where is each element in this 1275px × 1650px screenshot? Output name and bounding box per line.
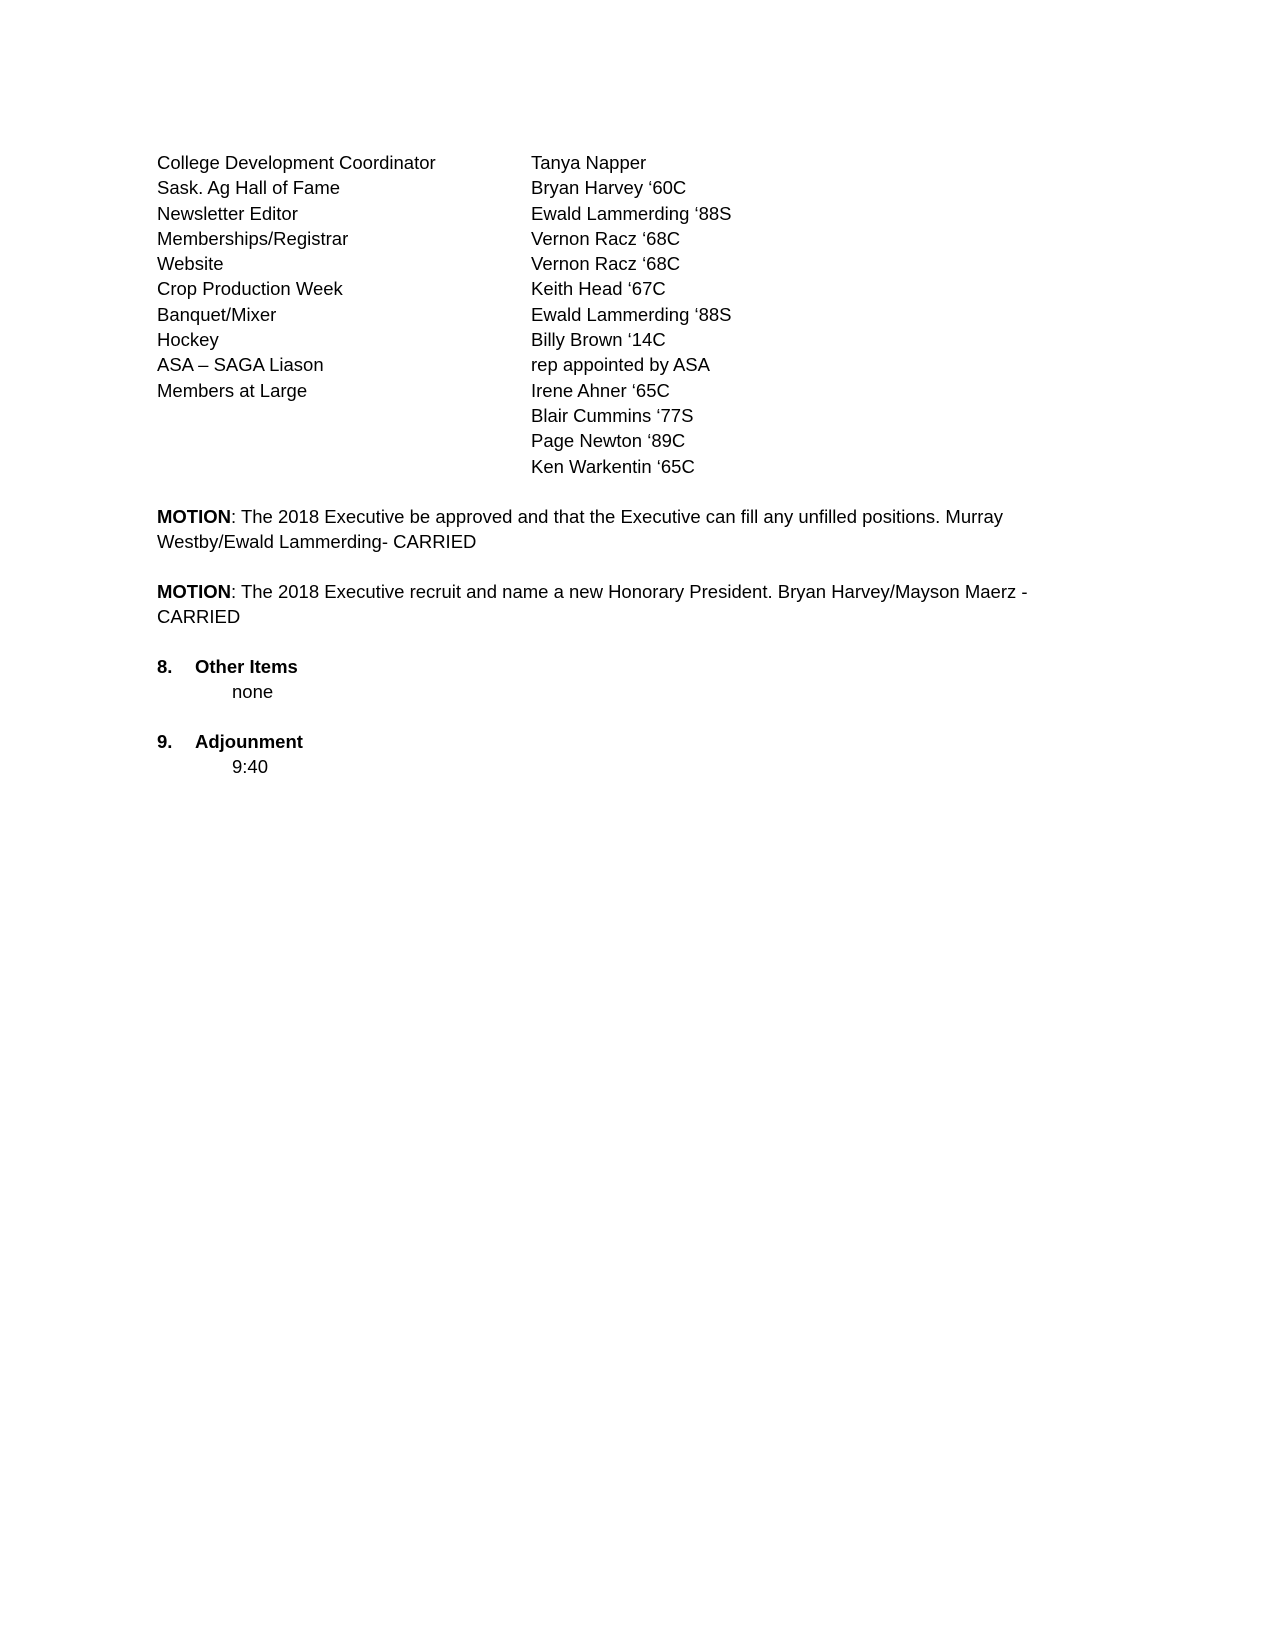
role-holder: Irene Ahner ‘65C (531, 379, 670, 401)
role-title (157, 403, 531, 428)
role-title: ASA – SAGA Liason (157, 354, 324, 376)
role-holder: Vernon Racz ‘68C (531, 253, 681, 275)
role-row (157, 226, 1057, 251)
role-title: Banquet/Mixer (157, 303, 277, 325)
agenda-item-adjournment (157, 729, 757, 780)
role-title: Sask. Ag Hall of Fame (157, 177, 341, 199)
role-holder: Vernon Racz ‘68C (531, 227, 681, 249)
role-holder: Page Newton ‘89C (531, 430, 686, 452)
role-title: Hockey (157, 329, 219, 351)
agenda-item-heading (157, 729, 757, 754)
agenda-item-number: 8. (157, 656, 173, 677)
role-row (157, 327, 1057, 352)
role-row (157, 150, 1057, 175)
role-row (157, 378, 1057, 403)
agenda-item-body: none (232, 681, 274, 703)
agenda-item-title: Other Items (195, 656, 298, 677)
role-holder: Ewald Lammerding ‘88S (531, 202, 732, 224)
role-row (157, 403, 1057, 428)
role-title: Newsletter Editor (157, 202, 298, 224)
role-holder: rep appointed by ASA (531, 354, 710, 376)
role-title: College Development Coordinator (157, 152, 436, 173)
role-holder: Bryan Harvey ‘60C (531, 177, 687, 199)
role-title: Crop Production Week (157, 278, 343, 300)
role-holder: Blair Cummins ‘77S (531, 404, 694, 426)
role-row (157, 352, 1057, 377)
role-row (157, 428, 1057, 453)
motion-text: : The 2018 Executive be approved and that the Executive can fill any unfilled positions. Murray Westby/Ewald Lammerding- CARRIED (157, 506, 1003, 553)
role-holder: Keith Head ‘67C (531, 278, 666, 300)
agenda-item-number: 9. (157, 731, 173, 752)
motion-paragraph (157, 579, 1057, 630)
executive-roles-list (157, 150, 1057, 479)
agenda-item-other-items (157, 654, 757, 705)
role-holder: Billy Brown ‘14C (531, 329, 666, 351)
role-title: Members at Large (157, 379, 308, 401)
role-row (157, 276, 1057, 301)
agenda-item-heading (157, 654, 757, 679)
role-row (157, 302, 1057, 327)
role-title: Website (157, 253, 224, 275)
role-row (157, 454, 1057, 479)
role-holder: Ewald Lammerding ‘88S (531, 303, 732, 325)
agenda-item-body: 9:40 (232, 756, 269, 778)
role-title (157, 454, 531, 479)
role-row (157, 201, 1057, 226)
motion-paragraph (157, 504, 1057, 555)
role-title: Memberships/Registrar (157, 227, 349, 249)
role-title (157, 428, 531, 453)
motion-label: MOTION (157, 581, 231, 602)
role-holder: Tanya Napper (531, 152, 647, 173)
role-row (157, 175, 1057, 200)
role-holder: Ken Warkentin ‘65C (531, 455, 695, 477)
role-row (157, 251, 1057, 276)
motion-text: : The 2018 Executive recruit and name a new Honorary President. Bryan Harvey/Mayson Maerz - CARRIED (157, 581, 1028, 628)
agenda-item-title: Adjounment (195, 731, 303, 752)
motion-label: MOTION (157, 506, 231, 527)
